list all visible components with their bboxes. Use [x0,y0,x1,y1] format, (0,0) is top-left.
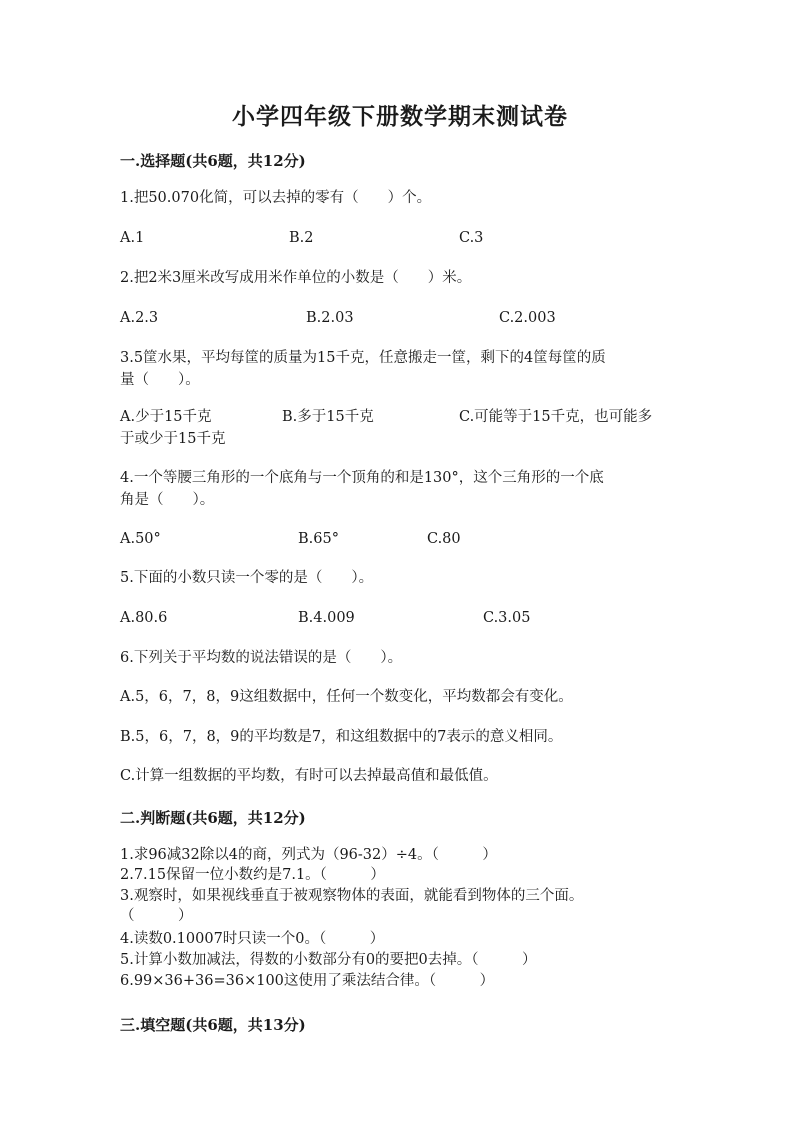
true-false-3-answer: （ ） [120,908,193,924]
section-fill-in-heading: 三.填空题(共6题，共13分) [120,1016,306,1034]
question-4-option-a: A.50° [120,531,161,547]
question-5-option-a: A.80.6 [120,610,168,626]
question-4-stem-line-1: 4.一个等腰三角形的一个底角与一个顶角的和是130°，这个三角形的一个底 [120,470,604,486]
true-false-5: 5.计算小数加减法，得数的小数部分有0的要把0去掉。（ ） [120,952,537,968]
question-1-option-c: C.3 [459,230,484,246]
question-5-stem: 5.下面的小数只读一个零的是（ ）。 [120,570,374,586]
question-4-option-c: C.80 [427,531,461,547]
true-false-2: 2.7.15保留一位小数约是7.1。（ ） [120,867,385,883]
question-2-stem: 2.把2米3厘米改写成用米作单位的小数是（ ）米。 [120,270,472,286]
true-false-4: 4.读数0.10007时只读一个0。（ ） [120,931,385,947]
question-6-option-c: C.计算一组数据的平均数，有时可以去掉最高值和最低值。 [120,768,498,784]
question-2-option-b: B.2.03 [306,310,354,326]
question-3-option-c: C.可能等于15千克，也可能多 [459,409,653,425]
true-false-3: 3.观察时，如果视线垂直于被观察物体的表面，就能看到物体的三个面。 [120,888,584,904]
question-6-stem: 6.下列关于平均数的说法错误的是（ ）。 [120,650,403,666]
question-5-option-c: C.3.05 [483,610,531,626]
question-3-option-c-continued: 于或少于15千克 [120,431,226,447]
question-3-option-b: B.多于15千克 [282,409,374,425]
question-4-stem-line-2: 角是（ ）。 [120,492,215,508]
section-true-false-heading: 二.判断题(共6题，共12分) [120,809,306,827]
question-2-option-c: C.2.003 [499,310,556,326]
question-6-option-b: B.5，6，7，8，9的平均数是7，和这组数据中的7表示的意义相同。 [120,729,563,745]
true-false-6: 6.99×36+36=36×100这使用了乘法结合律。（ ） [120,973,495,989]
question-1-stem: 1.把50.070化简，可以去掉的零有（ ）个。 [120,190,432,206]
question-4-option-b: B.65° [298,531,339,547]
question-1-option-b: B.2 [289,230,314,246]
question-3-stem-line-1: 3.5筐水果，平均每筐的质量为15千克，任意搬走一筐，剩下的4筐每筐的质 [120,350,606,366]
question-1-option-a: A.1 [120,230,145,246]
question-2-option-a: A.2.3 [120,310,159,326]
question-3-option-a: A.少于15千克 [120,409,212,425]
question-5-option-b: B.4.009 [298,610,355,626]
section-multiple-choice-heading: 一.选择题(共6题，共12分) [120,152,306,170]
question-6-option-a: A.5，6，7，8，9这组数据中，任何一个数变化，平均数都会有变化。 [120,689,573,705]
question-3-stem-line-2: 量（ ）。 [120,372,200,388]
true-false-1: 1.求96减32除以4的商，列式为（96-32）÷4。（ ） [120,847,497,863]
page-title: 小学四年级下册数学期末测试卷 [232,103,568,130]
